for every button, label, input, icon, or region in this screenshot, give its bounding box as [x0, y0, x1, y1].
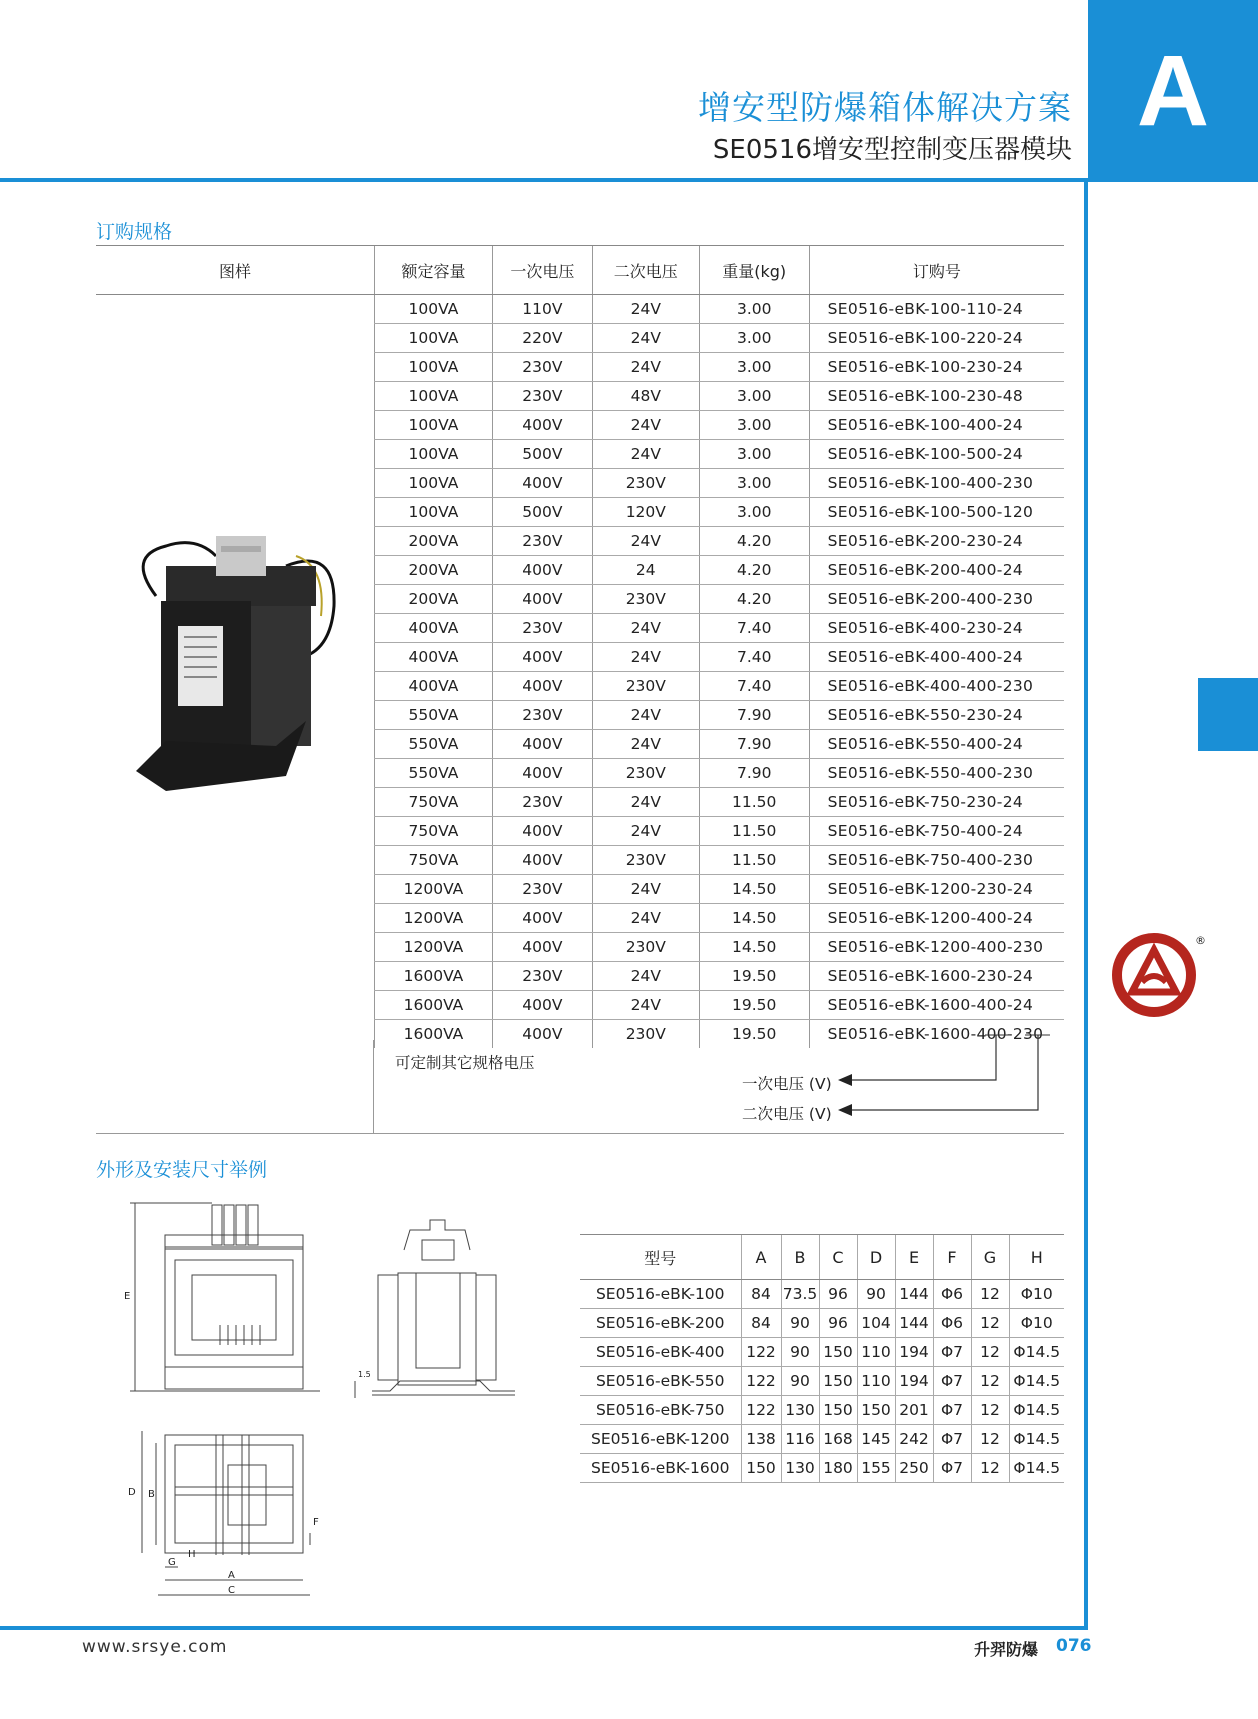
- cell-weight: 4.20: [699, 556, 809, 585]
- cell-weight: 11.50: [699, 817, 809, 846]
- table-row: [580, 1367, 1064, 1396]
- dim-label-a: A: [228, 1570, 235, 1581]
- col-header-weight: 重量(kg): [699, 246, 809, 295]
- cell-primary: 230V: [492, 701, 592, 730]
- cell-order-no: SE0516-eBK-400-230-24: [809, 614, 1064, 643]
- cell-primary: 500V: [492, 440, 592, 469]
- cell-primary: 400V: [492, 904, 592, 933]
- section-letter: A: [1136, 34, 1210, 147]
- cell-primary: 400V: [492, 817, 592, 846]
- cell-primary: 230V: [492, 614, 592, 643]
- dim-col-h: H: [1009, 1235, 1064, 1280]
- table-row: [580, 1309, 1064, 1338]
- cell-primary: 400V: [492, 643, 592, 672]
- dim-cell-e: 242: [895, 1425, 933, 1454]
- dim-col-b: B: [781, 1235, 819, 1280]
- dim-cell-h: Φ14.5: [1009, 1338, 1064, 1367]
- cell-capacity: 400VA: [375, 672, 493, 701]
- cell-secondary: 230V: [592, 1020, 699, 1049]
- cell-weight: 3.00: [699, 353, 809, 382]
- cell-capacity: 750VA: [375, 817, 493, 846]
- cell-capacity: 100VA: [375, 411, 493, 440]
- cell-primary: 230V: [492, 382, 592, 411]
- cell-primary: 230V: [492, 788, 592, 817]
- dim-cell-c: 150: [819, 1367, 857, 1396]
- dim-cell-model: SE0516-eBK-550: [580, 1367, 741, 1396]
- page-title: 增安型防爆箱体解决方案: [698, 88, 1072, 127]
- cell-primary: 400V: [492, 846, 592, 875]
- dim-cell-model: SE0516-eBK-400: [580, 1338, 741, 1367]
- side-tab-marker: [1198, 678, 1258, 751]
- cell-order-no: SE0516-eBK-100-400-24: [809, 411, 1064, 440]
- footer-brand: 升羿防爆: [974, 1640, 1039, 1659]
- cell-secondary: 24V: [592, 962, 699, 991]
- dim-col-e: E: [895, 1235, 933, 1280]
- cell-capacity: 400VA: [375, 614, 493, 643]
- table-bottom-rule: [96, 1133, 1064, 1134]
- cell-capacity: 100VA: [375, 382, 493, 411]
- cell-weight: 7.40: [699, 672, 809, 701]
- cell-weight: 7.90: [699, 701, 809, 730]
- dim-cell-a: 84: [741, 1309, 781, 1338]
- cell-order-no: SE0516-eBK-1200-400-230: [809, 933, 1064, 962]
- cell-capacity: 200VA: [375, 585, 493, 614]
- dim-cell-g: 12: [971, 1454, 1009, 1483]
- cell-secondary: 120V: [592, 498, 699, 527]
- cell-weight: 7.90: [699, 759, 809, 788]
- cell-secondary: 48V: [592, 382, 699, 411]
- page-number: 076: [1056, 1636, 1092, 1656]
- dim-cell-h: Φ10: [1009, 1309, 1064, 1338]
- cell-order-no: SE0516-eBK-550-400-24: [809, 730, 1064, 759]
- cell-weight: 19.50: [699, 1020, 809, 1049]
- cell-capacity: 1600VA: [375, 962, 493, 991]
- cell-secondary: 24V: [592, 614, 699, 643]
- table-row: [96, 295, 1064, 324]
- cell-capacity: 1600VA: [375, 991, 493, 1020]
- col-header-primary: 一次电压: [492, 246, 592, 295]
- cell-weight: 7.40: [699, 643, 809, 672]
- col-header-secondary: 二次电压: [592, 246, 699, 295]
- header-rule: [0, 178, 1088, 182]
- cell-primary: 400V: [492, 991, 592, 1020]
- cell-secondary: 230V: [592, 585, 699, 614]
- cell-primary: 500V: [492, 498, 592, 527]
- cell-order-no: SE0516-eBK-400-400-24: [809, 643, 1064, 672]
- cell-primary: 400V: [492, 672, 592, 701]
- cell-secondary: 24V: [592, 324, 699, 353]
- dim-cell-model: SE0516-eBK-1600: [580, 1454, 741, 1483]
- cell-capacity: 1200VA: [375, 933, 493, 962]
- cell-order-no: SE0516-eBK-550-230-24: [809, 701, 1064, 730]
- cell-primary: 400V: [492, 411, 592, 440]
- cell-secondary: 24V: [592, 730, 699, 759]
- table-row: [580, 1338, 1064, 1367]
- dimension-drawings: [120, 1195, 520, 1605]
- footer-url: www.srsye.com: [82, 1637, 228, 1657]
- dim-col-f: F: [933, 1235, 971, 1280]
- page-subtitle: SE0516增安型控制变压器模块: [712, 135, 1072, 165]
- dim-cell-f: Φ7: [933, 1367, 971, 1396]
- cell-capacity: 200VA: [375, 556, 493, 585]
- custom-voltage-note: 可定制其它规格电压: [395, 1054, 535, 1072]
- ordering-table: [96, 245, 1064, 1048]
- cell-primary: 230V: [492, 875, 592, 904]
- cell-capacity: 100VA: [375, 498, 493, 527]
- dim-cell-g: 12: [971, 1425, 1009, 1454]
- dim-cell-e: 201: [895, 1396, 933, 1425]
- cell-secondary: 230V: [592, 846, 699, 875]
- dim-col-model: 型号: [580, 1235, 741, 1280]
- dimensions-header-row: [580, 1235, 1064, 1280]
- dim-cell-g: 12: [971, 1338, 1009, 1367]
- cell-primary: 400V: [492, 933, 592, 962]
- cell-capacity: 100VA: [375, 353, 493, 382]
- cell-weight: 19.50: [699, 991, 809, 1020]
- dim-cell-f: Φ6: [933, 1309, 971, 1338]
- dim-cell-a: 122: [741, 1338, 781, 1367]
- cell-capacity: 550VA: [375, 759, 493, 788]
- dim-cell-b: 90: [781, 1367, 819, 1396]
- cell-order-no: SE0516-eBK-750-400-24: [809, 817, 1064, 846]
- cell-weight: 3.00: [699, 295, 809, 324]
- dim-cell-f: Φ7: [933, 1338, 971, 1367]
- dim-cell-h: Φ14.5: [1009, 1454, 1064, 1483]
- cell-order-no: SE0516-eBK-750-230-24: [809, 788, 1064, 817]
- dim-cell-d: 104: [857, 1309, 895, 1338]
- dim-cell-b: 73.5: [781, 1280, 819, 1309]
- dimensions-table: [580, 1234, 1064, 1483]
- dim-col-g: G: [971, 1235, 1009, 1280]
- right-frame-rule: [1084, 178, 1088, 1630]
- dim-cell-g: 12: [971, 1396, 1009, 1425]
- cell-weight: 3.00: [699, 382, 809, 411]
- cell-order-no: SE0516-eBK-550-400-230: [809, 759, 1064, 788]
- cell-capacity: 550VA: [375, 701, 493, 730]
- cell-weight: 14.50: [699, 933, 809, 962]
- cell-secondary: 24V: [592, 991, 699, 1020]
- cell-weight: 7.40: [699, 614, 809, 643]
- cell-secondary: 24V: [592, 411, 699, 440]
- dim-cell-f: Φ7: [933, 1425, 971, 1454]
- cell-secondary: 24V: [592, 353, 699, 382]
- secondary-voltage-legend: 二次电压 (V): [742, 1105, 832, 1123]
- dim-cell-model: SE0516-eBK-750: [580, 1396, 741, 1425]
- cell-secondary: 24V: [592, 788, 699, 817]
- cell-order-no: SE0516-eBK-1200-400-24: [809, 904, 1064, 933]
- dim-cell-a: 138: [741, 1425, 781, 1454]
- cell-weight: 7.90: [699, 730, 809, 759]
- cell-weight: 3.00: [699, 324, 809, 353]
- cell-order-no: SE0516-eBK-1200-230-24: [809, 875, 1064, 904]
- cell-secondary: 24V: [592, 904, 699, 933]
- cell-primary: 400V: [492, 585, 592, 614]
- dim-cell-g: 12: [971, 1309, 1009, 1338]
- dim-cell-model: SE0516-eBK-100: [580, 1280, 741, 1309]
- company-logo: [1112, 932, 1202, 1018]
- dim-cell-b: 116: [781, 1425, 819, 1454]
- cell-order-no: SE0516-eBK-100-500-24: [809, 440, 1064, 469]
- dim-cell-c: 180: [819, 1454, 857, 1483]
- dim-cell-e: 194: [895, 1367, 933, 1396]
- cell-secondary: 24V: [592, 295, 699, 324]
- dim-label-f: F: [313, 1517, 319, 1528]
- table-row: [580, 1454, 1064, 1483]
- dim-cell-b: 90: [781, 1338, 819, 1367]
- dim-cell-d: 155: [857, 1454, 895, 1483]
- table-vertical-rule: [373, 1040, 374, 1134]
- cell-primary: 400V: [492, 556, 592, 585]
- cell-primary: 230V: [492, 353, 592, 382]
- dim-cell-g: 12: [971, 1280, 1009, 1309]
- dim-cell-h: Φ14.5: [1009, 1396, 1064, 1425]
- cell-secondary: 24V: [592, 440, 699, 469]
- cell-secondary: 24V: [592, 643, 699, 672]
- cell-primary: 400V: [492, 1020, 592, 1049]
- cell-order-no: SE0516-eBK-100-220-24: [809, 324, 1064, 353]
- cell-primary: 230V: [492, 527, 592, 556]
- cell-order-no: SE0516-eBK-1600-400-24: [809, 991, 1064, 1020]
- cell-secondary: 24V: [592, 527, 699, 556]
- dim-cell-c: 150: [819, 1338, 857, 1367]
- cell-order-no: SE0516-eBK-100-230-48: [809, 382, 1064, 411]
- cell-primary: 400V: [492, 759, 592, 788]
- cell-capacity: 750VA: [375, 846, 493, 875]
- primary-voltage-legend: 一次电压 (V): [742, 1075, 832, 1093]
- dim-cell-f: Φ6: [933, 1280, 971, 1309]
- dim-col-d: D: [857, 1235, 895, 1280]
- dim-cell-h: Φ14.5: [1009, 1425, 1064, 1454]
- product-photo-cell: [96, 295, 375, 1049]
- dim-cell-h: Φ10: [1009, 1280, 1064, 1309]
- cell-capacity: 100VA: [375, 440, 493, 469]
- dim-label-c: C: [228, 1585, 235, 1596]
- dim-cell-f: Φ7: [933, 1454, 971, 1483]
- dim-cell-d: 145: [857, 1425, 895, 1454]
- col-header-order-no: 订购号: [809, 246, 1064, 295]
- dim-cell-a: 150: [741, 1454, 781, 1483]
- cell-secondary: 230V: [592, 759, 699, 788]
- cell-capacity: 550VA: [375, 730, 493, 759]
- cell-weight: 14.50: [699, 904, 809, 933]
- cell-capacity: 1200VA: [375, 904, 493, 933]
- dim-cell-d: 90: [857, 1280, 895, 1309]
- dim-cell-g: 12: [971, 1367, 1009, 1396]
- cell-capacity: 100VA: [375, 324, 493, 353]
- cell-order-no: SE0516-eBK-1600-230-24: [809, 962, 1064, 991]
- cell-order-no: SE0516-eBK-200-230-24: [809, 527, 1064, 556]
- cell-order-no: SE0516-eBK-100-400-230: [809, 469, 1064, 498]
- cell-secondary: 230V: [592, 933, 699, 962]
- dim-cell-model: SE0516-eBK-200: [580, 1309, 741, 1338]
- dim-label-d: D: [128, 1487, 136, 1498]
- dimensions-heading: 外形及安装尺寸举例: [96, 1159, 268, 1181]
- table-row: [580, 1396, 1064, 1425]
- dim-cell-c: 96: [819, 1309, 857, 1338]
- cell-order-no: SE0516-eBK-100-230-24: [809, 353, 1064, 382]
- dim-col-a: A: [741, 1235, 781, 1280]
- cell-primary: 110V: [492, 295, 592, 324]
- cell-order-no: SE0516-eBK-1600-400-230: [809, 1020, 1064, 1049]
- cell-capacity: 1600VA: [375, 1020, 493, 1049]
- registered-mark: ®: [1195, 934, 1206, 947]
- cell-weight: 11.50: [699, 788, 809, 817]
- order-code-legend-arrows: [830, 1030, 1060, 1120]
- cell-weight: 11.50: [699, 846, 809, 875]
- cell-order-no: SE0516-eBK-750-400-230: [809, 846, 1064, 875]
- dim-cell-e: 250: [895, 1454, 933, 1483]
- dim-cell-h: Φ14.5: [1009, 1367, 1064, 1396]
- dim-cell-a: 122: [741, 1396, 781, 1425]
- dim-label-h: H: [188, 1549, 196, 1560]
- dim-label-b: B: [148, 1489, 155, 1500]
- cell-secondary: 24V: [592, 817, 699, 846]
- dim-cell-e: 194: [895, 1338, 933, 1367]
- col-header-capacity: 额定容量: [375, 246, 493, 295]
- dim-cell-model: SE0516-eBK-1200: [580, 1425, 741, 1454]
- cell-capacity: 200VA: [375, 527, 493, 556]
- cell-primary: 400V: [492, 730, 592, 759]
- cell-order-no: SE0516-eBK-200-400-24: [809, 556, 1064, 585]
- cell-weight: 4.20: [699, 585, 809, 614]
- table-row: [580, 1280, 1064, 1309]
- dim-cell-d: 150: [857, 1396, 895, 1425]
- cell-capacity: 100VA: [375, 295, 493, 324]
- col-header-image: 图样: [96, 246, 375, 295]
- dim-cell-b: 130: [781, 1396, 819, 1425]
- cell-weight: 4.20: [699, 527, 809, 556]
- dim-label-thickness: 1.5: [358, 1370, 371, 1379]
- dim-cell-b: 90: [781, 1309, 819, 1338]
- dim-label-e: E: [124, 1291, 131, 1302]
- dim-cell-b: 130: [781, 1454, 819, 1483]
- dim-cell-a: 122: [741, 1367, 781, 1396]
- dim-cell-c: 150: [819, 1396, 857, 1425]
- table-row: [580, 1425, 1064, 1454]
- cell-secondary: 24: [592, 556, 699, 585]
- dim-col-c: C: [819, 1235, 857, 1280]
- cell-capacity: 1200VA: [375, 875, 493, 904]
- ordering-heading: 订购规格: [96, 221, 173, 243]
- dim-cell-f: Φ7: [933, 1396, 971, 1425]
- transformer-photo: [96, 306, 374, 1034]
- dim-cell-c: 96: [819, 1280, 857, 1309]
- dim-cell-a: 84: [741, 1280, 781, 1309]
- cell-weight: 3.00: [699, 440, 809, 469]
- ordering-header-row: [96, 246, 1064, 295]
- cell-weight: 19.50: [699, 962, 809, 991]
- dim-cell-c: 168: [819, 1425, 857, 1454]
- cell-order-no: SE0516-eBK-200-400-230: [809, 585, 1064, 614]
- cell-capacity: 100VA: [375, 469, 493, 498]
- footer-rule: [0, 1626, 1088, 1630]
- cell-secondary: 24V: [592, 875, 699, 904]
- cell-weight: 14.50: [699, 875, 809, 904]
- dim-label-g: G: [168, 1557, 176, 1568]
- cell-capacity: 400VA: [375, 643, 493, 672]
- cell-order-no: SE0516-eBK-100-110-24: [809, 295, 1064, 324]
- dim-cell-e: 144: [895, 1280, 933, 1309]
- cell-primary: 230V: [492, 962, 592, 991]
- cell-weight: 3.00: [699, 498, 809, 527]
- dim-cell-e: 144: [895, 1309, 933, 1338]
- cell-order-no: SE0516-eBK-400-400-230: [809, 672, 1064, 701]
- cell-primary: 400V: [492, 469, 592, 498]
- cell-capacity: 750VA: [375, 788, 493, 817]
- dim-cell-d: 110: [857, 1338, 895, 1367]
- cell-order-no: SE0516-eBK-100-500-120: [809, 498, 1064, 527]
- cell-primary: 220V: [492, 324, 592, 353]
- cell-secondary: 24V: [592, 701, 699, 730]
- section-letter-block: [1088, 0, 1258, 182]
- cell-weight: 3.00: [699, 411, 809, 440]
- dim-cell-d: 110: [857, 1367, 895, 1396]
- cell-weight: 3.00: [699, 469, 809, 498]
- cell-secondary: 230V: [592, 469, 699, 498]
- cell-secondary: 230V: [592, 672, 699, 701]
